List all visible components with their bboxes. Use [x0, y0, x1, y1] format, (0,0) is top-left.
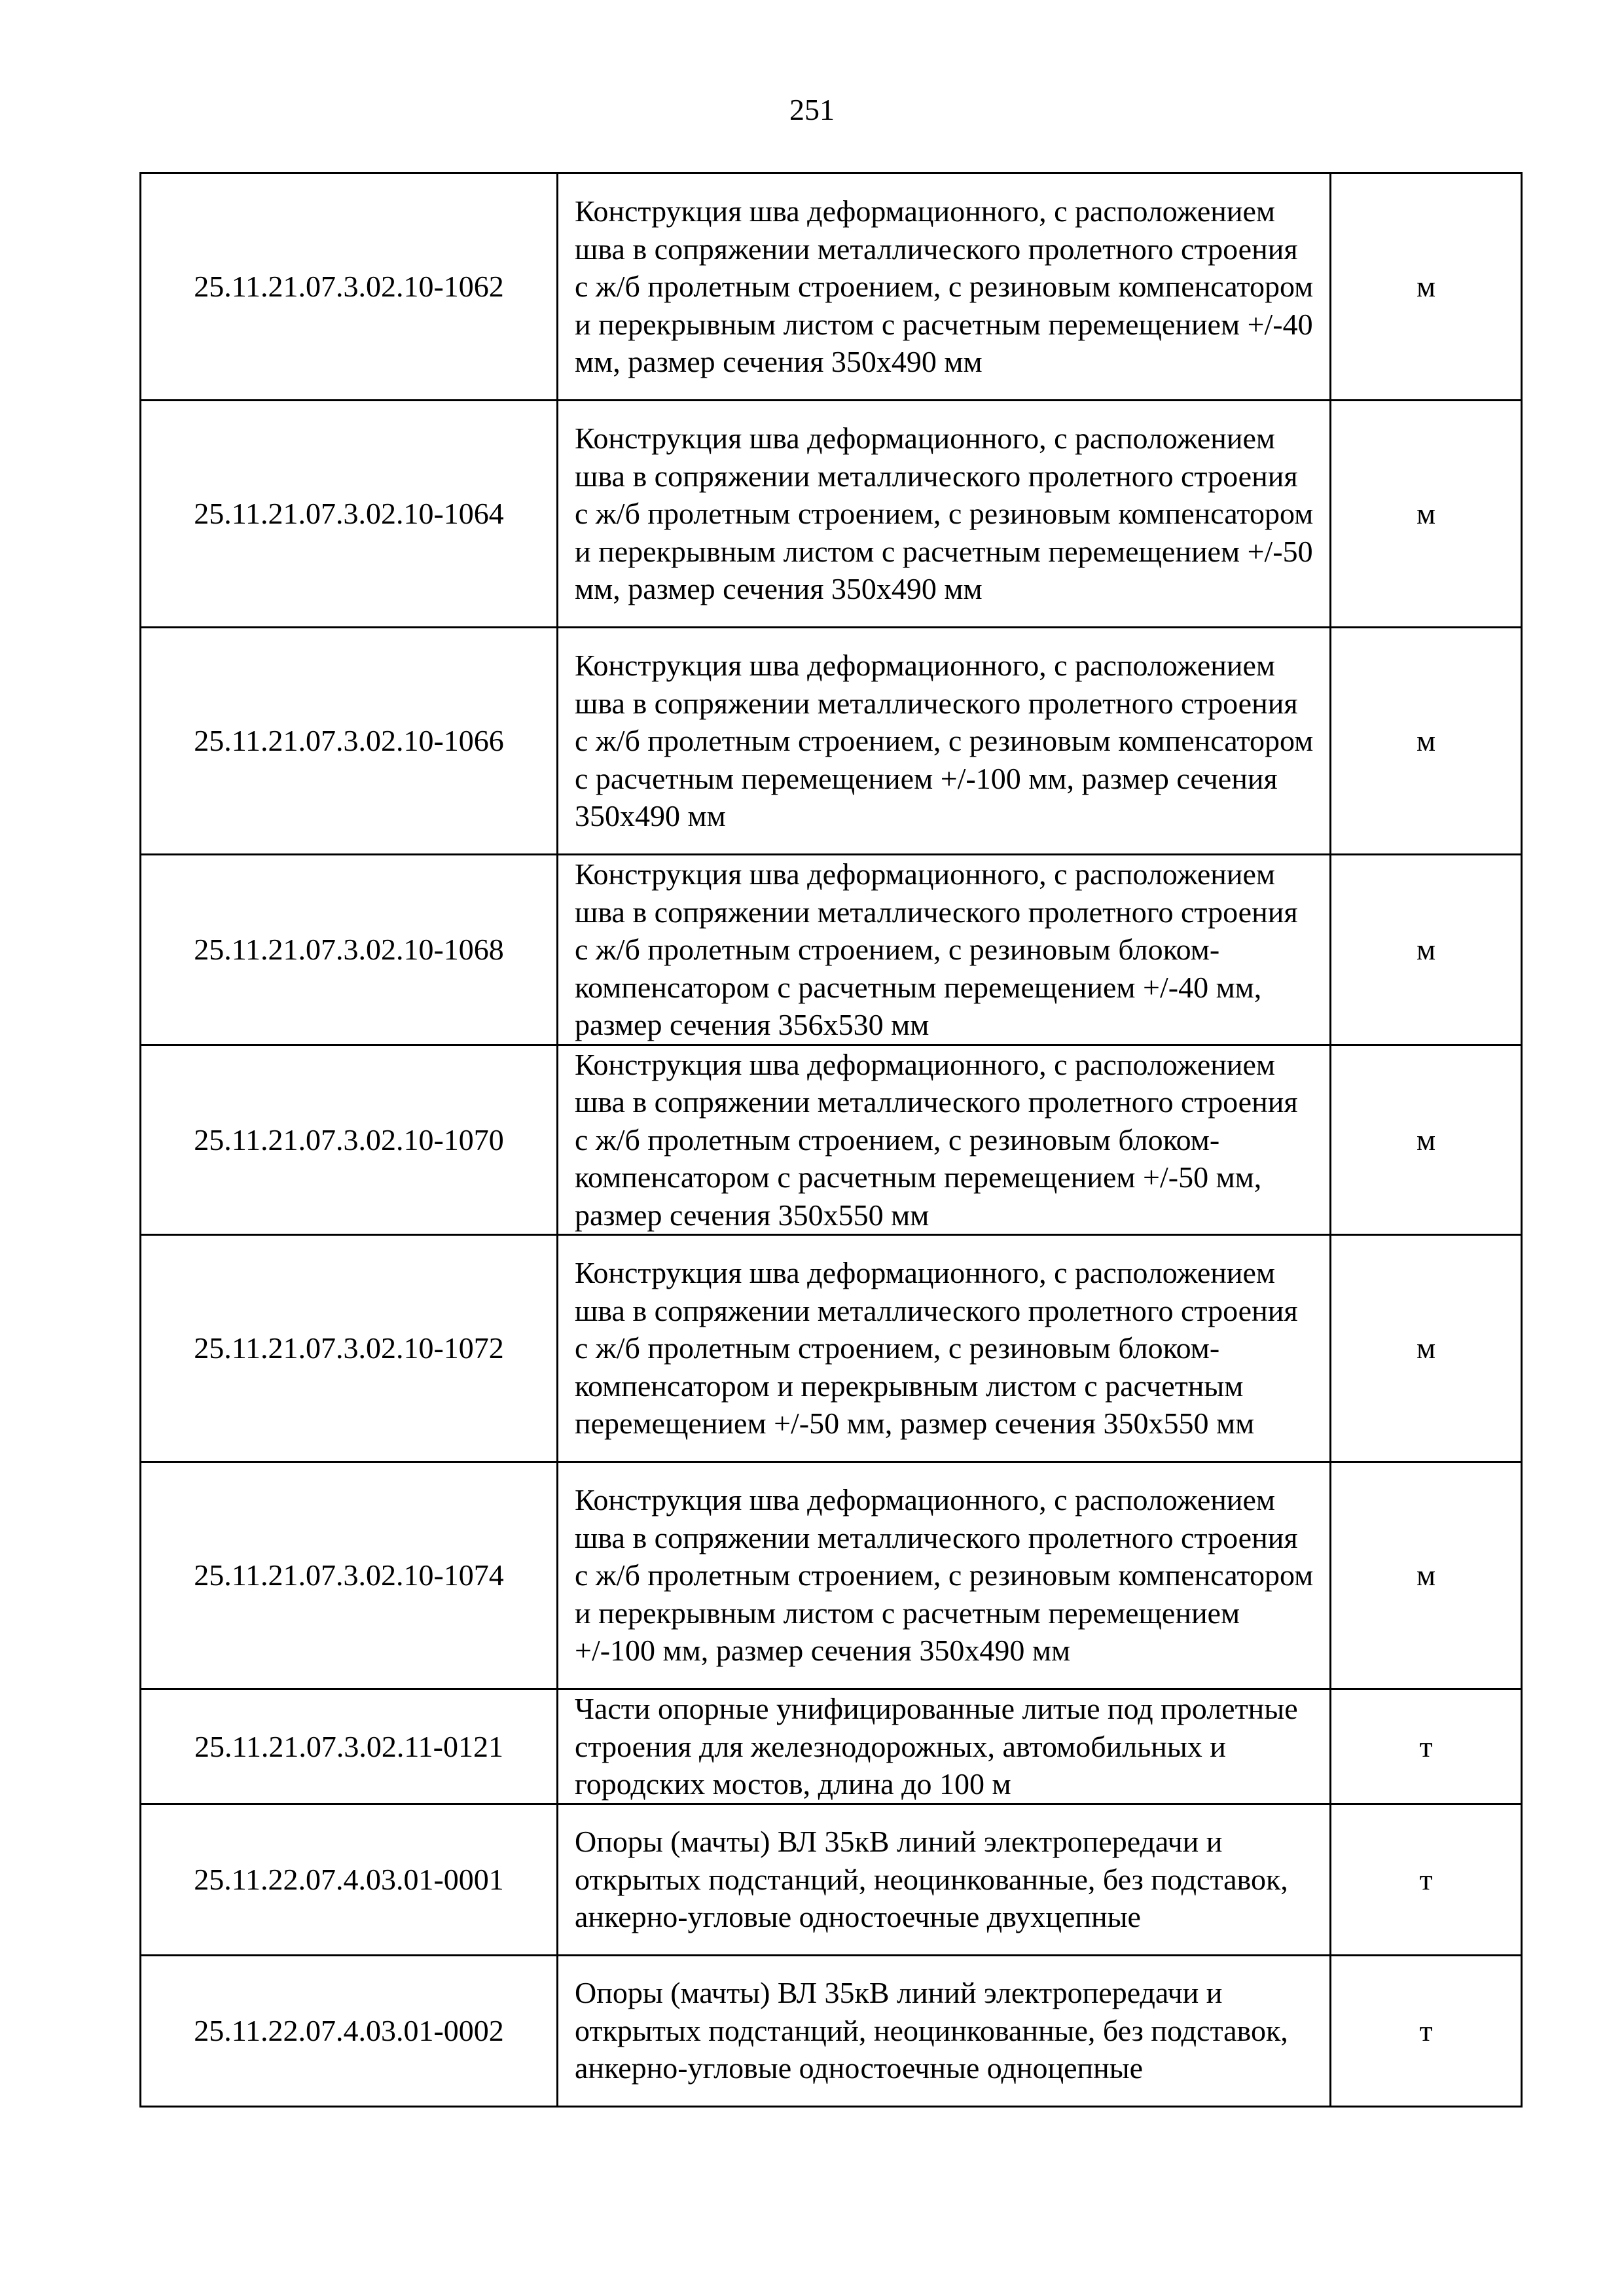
resource-description: Опоры (мачты) ВЛ 35кВ линий электропередачи и открытых подстанций, неоцинкованные, без подставок, анкерно-угловые одностоечные двухцепные [558, 1804, 1331, 1955]
resource-code: 25.11.21.07.3.02.10-1066 [141, 628, 558, 855]
resource-unit: т [1331, 1689, 1522, 1804]
page-number: 251 [789, 93, 835, 126]
resource-code: 25.11.21.07.3.02.10-1062 [141, 173, 558, 401]
resource-code: 25.11.22.07.4.03.01-0002 [141, 1955, 558, 2106]
resource-code: 25.11.21.07.3.02.10-1070 [141, 1045, 558, 1235]
resource-unit: м [1331, 628, 1522, 855]
table-row [141, 1955, 1522, 2106]
resource-description: Опоры (мачты) ВЛ 35кВ линий электропередачи и открытых подстанций, неоцинкованные, без подставок, анкерно-угловые одностоечные одноцепные [558, 1955, 1331, 2106]
resource-description: Части опорные унифицированные литые под пролетные строения для железнодорожных, автомобильных и городских мостов, длина до 100 м [558, 1689, 1331, 1804]
resource-description: Конструкция шва деформационного, с расположением шва в сопряжении металлического пролетного строения с ж/б пролетным строением, с резиновым блоком-компенсатором с расчетным перемещением +/-50 мм, размер сечения 350х550 мм [558, 1045, 1331, 1235]
resource-description: Конструкция шва деформационного, с расположением шва в сопряжении металлического пролетного строения с ж/б пролетным строением, с резиновым блоком-компенсатором и перекрывным листом с расчетным перемещением +/-50 мм, размер сечения 350х550 мм [558, 1235, 1331, 1462]
resource-description: Конструкция шва деформационного, с расположением шва в сопряжении металлического пролетного строения с ж/б пролетным строением, с резиновым компенсатором с расчетным перемещением +/-100 мм, размер сечения 350х490 мм [558, 628, 1331, 855]
resource-code: 25.11.21.07.3.02.11-0121 [141, 1689, 558, 1804]
resource-description: Конструкция шва деформационного, с расположением шва в сопряжении металлического пролетного строения с ж/б пролетным строением, с резиновым блоком-компенсатором с расчетным перемещением +/-40 мм, размер сечения 356х530 мм [558, 855, 1331, 1045]
table-row [141, 628, 1522, 855]
resource-unit: м [1331, 1045, 1522, 1235]
table-row [141, 855, 1522, 1045]
resource-description: Конструкция шва деформационного, с расположением шва в сопряжении металлического пролетного строения с ж/б пролетным строением, с резиновым компенсатором и перекрывным листом с расчетным перемещением +/-40 мм, размер сечения 350х490 мм [558, 173, 1331, 401]
table-row [141, 173, 1522, 401]
resource-code: 25.11.21.07.3.02.10-1074 [141, 1462, 558, 1689]
table-row [141, 1462, 1522, 1689]
resource-unit: м [1331, 173, 1522, 401]
table-row [141, 1235, 1522, 1462]
table-row [141, 1689, 1522, 1804]
resource-unit: м [1331, 401, 1522, 628]
resource-unit: м [1331, 1462, 1522, 1689]
resource-description: Конструкция шва деформационного, с расположением шва в сопряжении металлического пролетного строения с ж/б пролетным строением, с резиновым компенсатором и перекрывным листом с расчетным перемещением +/-100 мм, размер сечения 350х490 мм [558, 1462, 1331, 1689]
resource-unit: м [1331, 1235, 1522, 1462]
resource-code: 25.11.21.07.3.02.10-1068 [141, 855, 558, 1045]
table-row [141, 401, 1522, 628]
resource-unit: м [1331, 855, 1522, 1045]
resource-code: 25.11.21.07.3.02.10-1064 [141, 401, 558, 628]
resource-description: Конструкция шва деформационного, с расположением шва в сопряжении металлического пролетного строения с ж/б пролетным строением, с резиновым компенсатором и перекрывным листом с расчетным перемещением +/-50 мм, размер сечения 350х490 мм [558, 401, 1331, 628]
table-row [141, 1804, 1522, 1955]
resource-unit: т [1331, 1955, 1522, 2106]
resource-unit: т [1331, 1804, 1522, 1955]
resource-table [139, 172, 1523, 2108]
table-row [141, 1045, 1522, 1235]
resource-code: 25.11.21.07.3.02.10-1072 [141, 1235, 558, 1462]
resource-code: 25.11.22.07.4.03.01-0001 [141, 1804, 558, 1955]
